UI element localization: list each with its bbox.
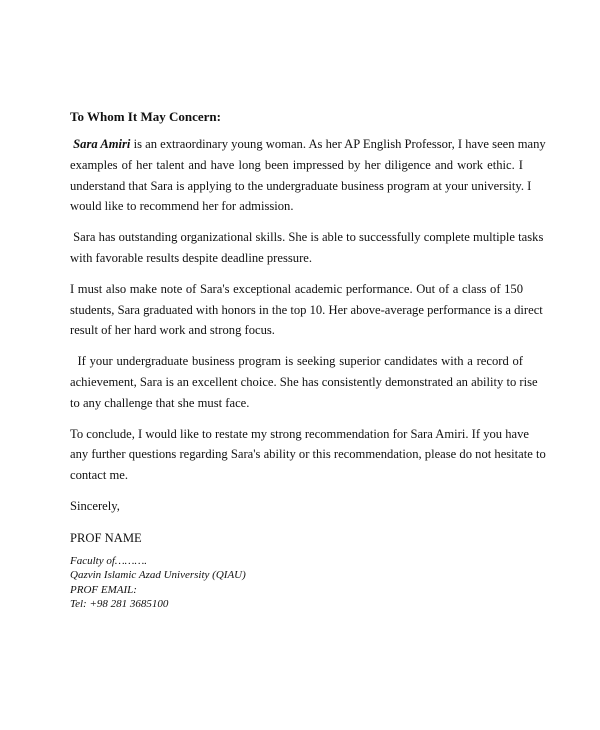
paragraph-recommendation: If your undergraduate business program is seeking superior candidates with a record of achievement, Sara is an excellent choice. She has consistently demonstrated an ability to rise to any challenge that she must face. <box>70 354 538 410</box>
university: Qazvin Islamic Azad University (QIAU) <box>70 569 246 582</box>
signature-name: PROF NAME <box>70 530 142 545</box>
paragraph-conclusion: To conclude, I would like to restate my strong recommendation for Sara Amiri. If you have any further questions regarding Sara's ability or this recommendation, please do not hesitate to contact me. <box>70 426 546 483</box>
paragraph-academics: I must also make note of Sara's exceptional academic performance. Out of a class of 150 students, Sara graduated with honors in the top 10. Her above-average performance is a direct result of her hard work and strong focus. <box>70 281 543 338</box>
faculty: Faculty of………. <box>70 554 147 567</box>
email: PROF EMAIL: <box>70 583 137 596</box>
telephone: Tel: +98 281 3685100 <box>70 598 169 611</box>
contact-block <box>70 554 523 612</box>
letter <box>70 108 546 612</box>
paragraph-intro: Sara Amiri is an extraordinary young woman. As her AP English Professor, I have seen many examples of her talent and have long been impressed by her diligence and work ethic. I understand that Sara is applying to the undergraduate business program at your university. I would like to recommend her for admission. <box>70 137 546 214</box>
closing: Sincerely, <box>70 498 120 513</box>
salutation: To Whom It May Concern: <box>70 109 221 124</box>
student-name: Sara Amiri <box>73 137 131 151</box>
paragraph-skills: Sara has outstanding organizational skills. She is able to successfully complete multiple tasks with favorable results despite deadline pressure. <box>70 230 544 265</box>
